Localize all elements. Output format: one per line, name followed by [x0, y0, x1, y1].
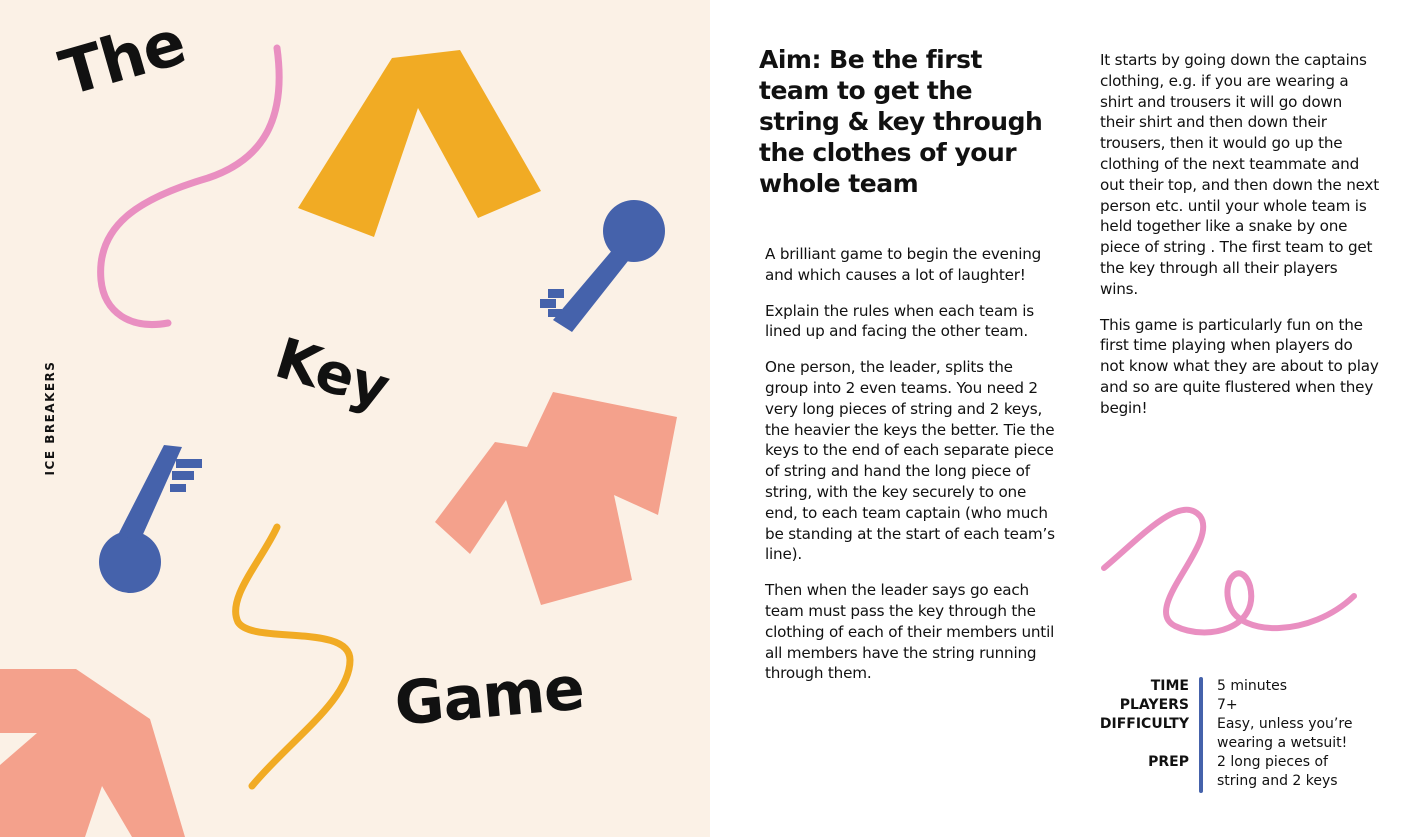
title-word-game: Game — [392, 653, 587, 740]
prep-value: 2 long pieces of string and 2 keys — [1217, 754, 1338, 789]
players-value: 7+ — [1217, 697, 1238, 713]
text-column-2 — [1100, 50, 1380, 434]
yellow-chevron-shape — [298, 50, 541, 237]
aim-heading: Aim: Be the first team to get the string & key through the clothes of your whole team — [759, 45, 1043, 198]
prep-label: PREP — [1148, 754, 1189, 770]
players-label: PLAYERS — [1119, 697, 1189, 713]
paragraph: Explain the rules when each team is lined up and facing the other team. — [765, 301, 1035, 341]
paragraph: This game is particularly fun on the first time playing when players do not know what they are about to play and so are quite flustered when they begin! — [1100, 315, 1379, 417]
time-label: TIME — [1150, 678, 1189, 694]
title-word-the: The — [52, 5, 193, 111]
info-row-time — [1088, 677, 1408, 696]
text-column-1 — [765, 244, 1055, 699]
yellow-string-icon — [236, 527, 350, 786]
salmon-shirt-shape — [435, 392, 677, 605]
info-row-difficulty — [1088, 715, 1408, 753]
info-row-players — [1088, 696, 1408, 715]
difficulty-label: DIFFICULTY — [1099, 716, 1189, 732]
blue-key-icon-bottom — [99, 445, 202, 593]
paragraph: It starts by going down the captains clothing, e.g. if you are wearing a shirt and trousers it will go down their shirt and then down their trousers, then it would go up the clothing of the next teammate and out their top, and then down the next person etc. until your whole team is held together like a snake by one piece of string . The first team to get the key through all their players wins. — [1100, 51, 1380, 298]
paragraph: Then when the leader says go each team must pass the key through the clothing of each of their members until all members have the string running through them. — [765, 581, 1055, 683]
right-page — [710, 0, 1418, 837]
pink-loop-squiggle-icon — [1100, 498, 1370, 648]
title-word-key: Key — [267, 326, 396, 422]
difficulty-value: Easy, unless you’re wearing a wetsuit! — [1217, 716, 1353, 751]
time-value: 5 minutes — [1217, 678, 1288, 694]
info-row-prep — [1088, 753, 1408, 791]
game-info — [1088, 677, 1408, 791]
blue-key-icon-top — [540, 200, 665, 332]
paragraph: One person, the leader, splits the group into 2 even teams. You need 2 very long pieces of string and 2 keys, the heavier the keys the better. Tie the keys to the end of each separate piece of string and hand the long piece of string, with the key securely to one end, to each team captain (who much be standing at the start of each team’s line). — [765, 358, 1055, 564]
paragraph: A brilliant game to begin the evening and which causes a lot of laughter! — [765, 245, 1042, 284]
salmon-shirt-shape-bottom — [0, 669, 185, 837]
section-label: ICE BREAKERS — [43, 360, 57, 476]
